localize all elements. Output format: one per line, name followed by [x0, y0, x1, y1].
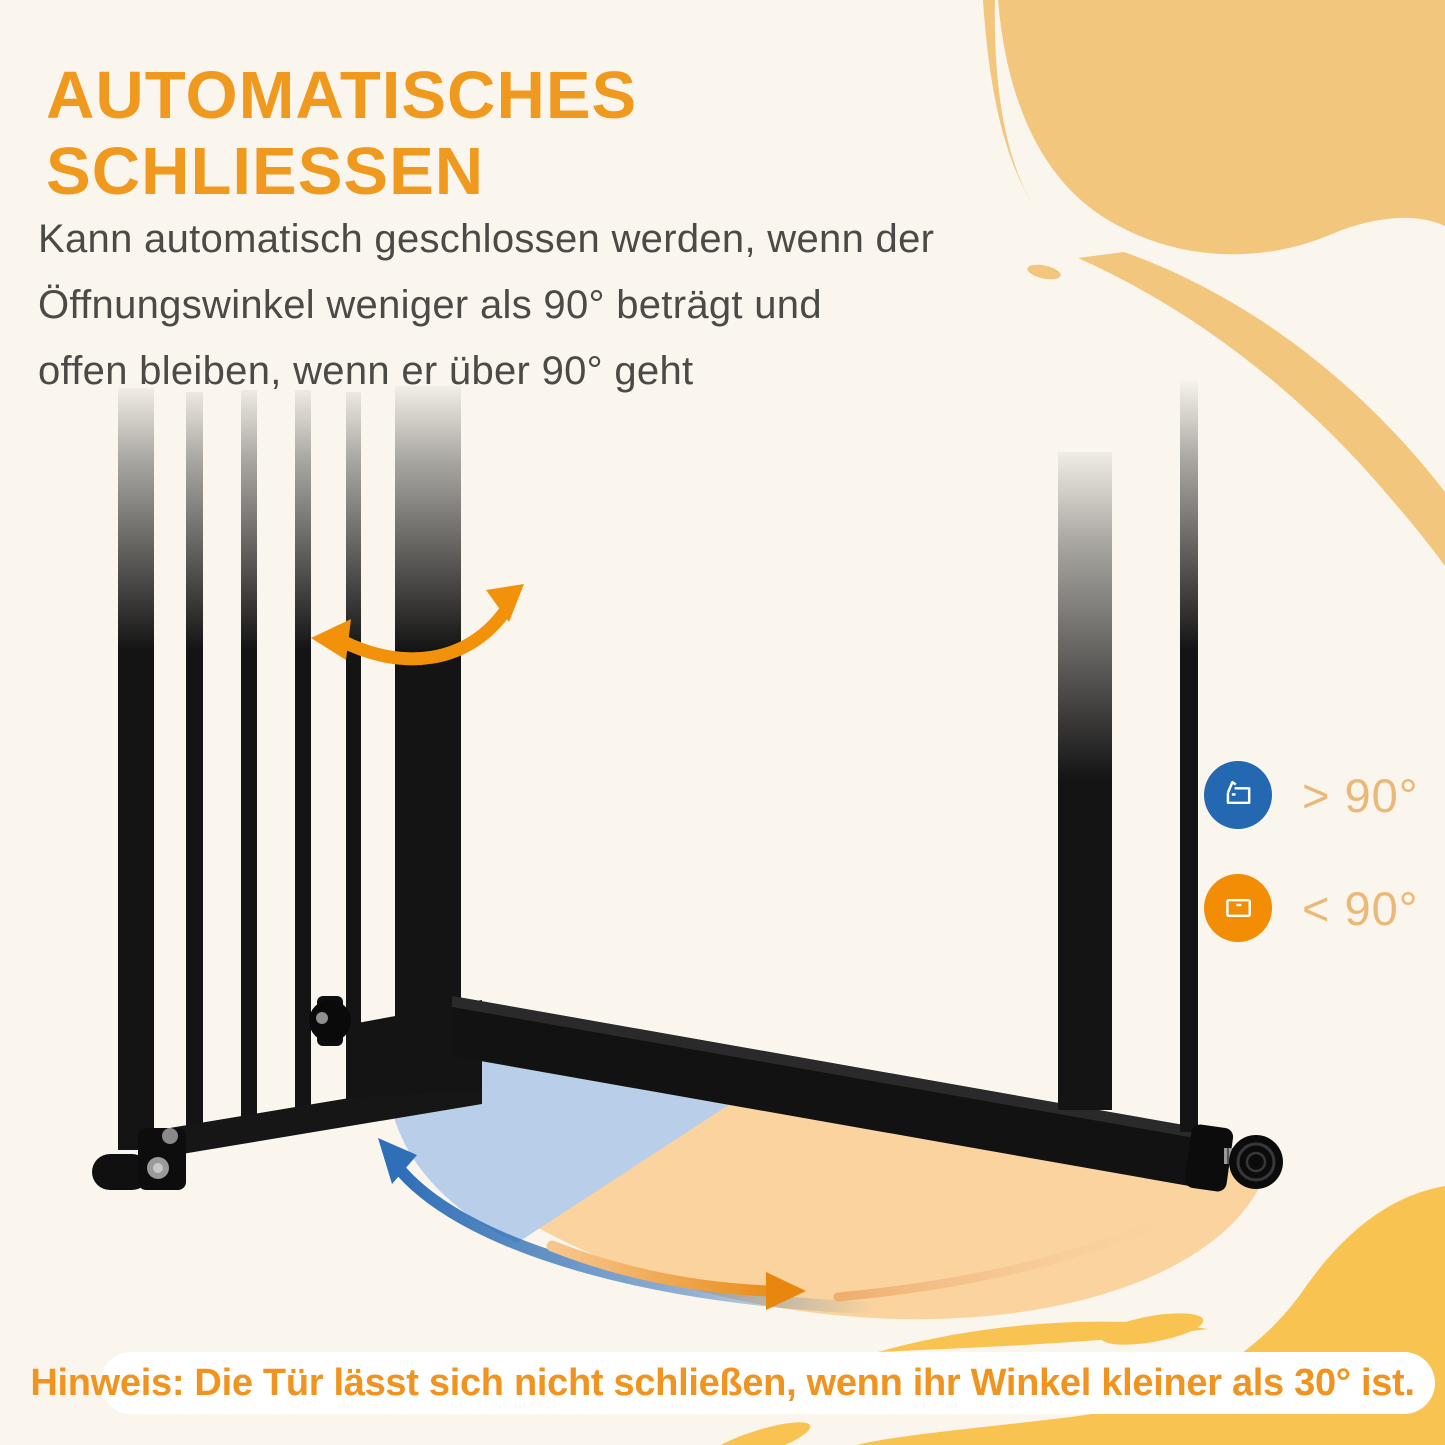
- title-line-1: AUTOMATISCHES: [46, 58, 638, 133]
- badge-open-angle: [1204, 761, 1419, 829]
- page-title: [46, 58, 637, 210]
- gate-bar: [346, 392, 361, 1099]
- blob-swoosh: [1078, 252, 1445, 566]
- decor-blob-top-right: [983, 0, 1445, 566]
- note-text: Hinweis: Die Tür lässt sich nicht schließen, wenn ihr Winkel kleiner als 30° ist.: [30, 1362, 1415, 1404]
- blob-shape: [998, 0, 1445, 254]
- gate-hinge-post: [395, 386, 461, 1090]
- gate-end-post: [118, 388, 154, 1150]
- description-line: Kann automatisch geschlossen werden, wenn der: [38, 217, 935, 261]
- gate-left-rail-screw: [162, 1128, 178, 1144]
- blob-leaf-small: [1026, 262, 1062, 282]
- badge-close-angle: [1204, 874, 1419, 942]
- gate-bar: [295, 390, 311, 1108]
- gate-closed-top-view-icon: [1219, 889, 1257, 927]
- gate-door-post: [1058, 452, 1112, 1110]
- gold-leaf-bottom: [700, 1414, 814, 1445]
- gate-door-bar: [1180, 380, 1198, 1132]
- badge-close-circle: [1204, 874, 1272, 942]
- gate-knob-bolt: [316, 1012, 328, 1024]
- gate-open-top-view-icon: [1219, 776, 1257, 814]
- gate-adjust-knob: [309, 1000, 351, 1042]
- gate-bar: [241, 390, 257, 1117]
- description: [38, 206, 934, 404]
- gate-left-foot-pin-center: [153, 1163, 163, 1173]
- description-line: offen bleiben, wenn er über 90° geht: [38, 349, 694, 393]
- badge-close-label: < 90°: [1302, 881, 1419, 935]
- badge-open-circle: [1204, 761, 1272, 829]
- gate-bar: [186, 392, 203, 1126]
- description-line: Öffnungswinkel weniger als 90° beträgt und: [38, 283, 822, 327]
- badge-open-label: > 90°: [1302, 768, 1419, 822]
- safety-gate: [92, 380, 1283, 1193]
- title-line-2: SCHLIESSEN: [46, 134, 485, 209]
